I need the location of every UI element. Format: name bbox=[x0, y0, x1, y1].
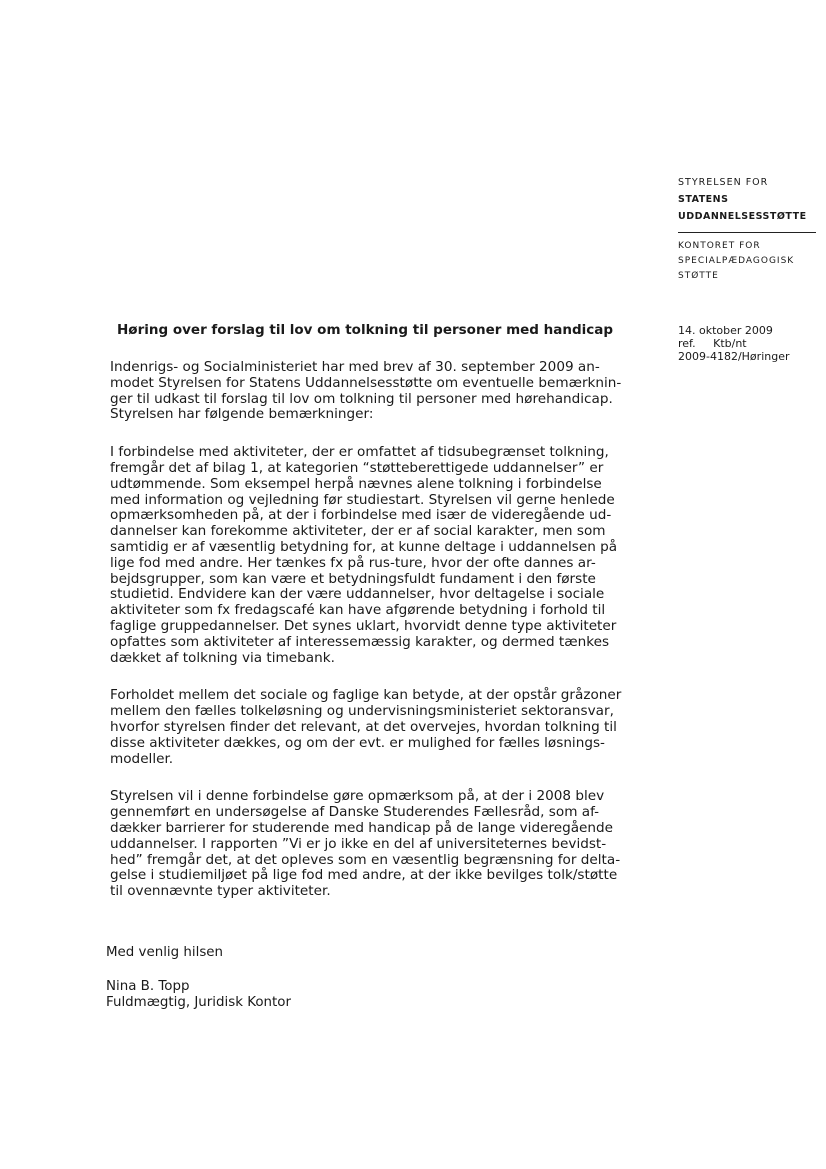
text-line: samtidig er af væsentlig betydning for, at kunne deltage i uddannelsen på bbox=[110, 538, 618, 555]
text-line: aktiviteter som fx fredagscafé kan have afgørende betydning i forhold til bbox=[110, 602, 606, 619]
text-line: uddannelser. I rapporten ”Vi er jo ikke en del af universiteternes bevidst- bbox=[110, 835, 607, 852]
paragraph bbox=[110, 445, 658, 666]
text-line: dækker barrierer for studerende med handicap på de lange videregående bbox=[110, 819, 614, 836]
text-line: I forbindelse med aktiviteter, der er omfattet af tidsubegrænset tolkning, bbox=[110, 444, 609, 461]
letter-body bbox=[110, 360, 658, 922]
case-number: 2009-4182/Høringer bbox=[678, 350, 790, 363]
letterhead-divider bbox=[678, 232, 816, 233]
letter-meta bbox=[678, 324, 818, 363]
text-line: Styrelsen har følgende bemærkninger: bbox=[110, 406, 374, 423]
department-line-1: KONTORET FOR bbox=[678, 241, 761, 251]
text-line: opmærksomheden på, at der i forbindelse med især de videregående ud- bbox=[110, 507, 612, 524]
text-line: udtømmende. Som eksempel herpå nævnes alene tolkning i forbindelse bbox=[110, 475, 602, 492]
paragraph bbox=[110, 789, 658, 900]
text-line: dannelser kan forekomme aktiviteter, der er af social karakter, men som bbox=[110, 523, 606, 540]
signer-position: Fuldmægtig, Juridisk Kontor bbox=[106, 995, 291, 1010]
paragraph bbox=[110, 360, 658, 423]
letterhead bbox=[678, 174, 818, 284]
letter-closing bbox=[106, 945, 291, 1011]
text-line: gennemført en undersøgelse af Danske Studerendes Fællesråd, som af- bbox=[110, 804, 600, 821]
paragraph bbox=[110, 688, 658, 767]
text-line: hvorfor styrelsen finder det relevant, at det overvejes, hvordan tolkning til bbox=[110, 718, 617, 735]
text-line: studietid. Endvidere kan der være uddannelser, hvor deltagelse i sociale bbox=[110, 586, 605, 603]
text-line: mellem den fælles tolkeløsning og undervisningsministeriet sektoransvar, bbox=[110, 703, 614, 720]
text-line: disse aktiviteter dækkes, og om der evt. er mulighed for fælles løsnings- bbox=[110, 734, 605, 751]
text-line: fremgår det af bilag 1, at kategorien “støtteberettigede uddannelser” er bbox=[110, 459, 604, 476]
text-line: Indenrigs- og Socialministeriet har med brev af 30. september 2009 an- bbox=[110, 359, 600, 375]
text-line: hed” fremgår det, at det opleves som en væsentlig begrænsning for delta- bbox=[110, 851, 621, 868]
text-line: til ovennævnte typer aktiviteter. bbox=[110, 883, 331, 900]
text-line: lige fod med andre. Her tænkes fx på rus-ture, hvor der ofte dannes ar- bbox=[110, 554, 596, 571]
text-line: opfattes som aktiviteter af interessemæssig karakter, og dermed tænkes bbox=[110, 633, 610, 650]
letterhead-line-2: STATENS bbox=[678, 194, 729, 205]
text-line: gelse i studiemiljøet på lige fod med andre, at der ikke bevilges tolk/støtte bbox=[110, 867, 618, 884]
text-line: Forholdet mellem det sociale og faglige kan betyde, at der opstår gråzoner bbox=[110, 687, 622, 704]
text-line: Styrelsen vil i denne forbindelse gøre opmærksom på, at der i 2008 blev bbox=[110, 788, 605, 805]
text-line: bejdsgrupper, som kan være et betydningsfuldt fundament i den første bbox=[110, 570, 596, 587]
text-line: ger til udkast til forslag til lov om tolkning til personer med hørehandicap. bbox=[110, 390, 613, 407]
letter-title: Høring over forslag til lov om tolkning til personer med handicap bbox=[117, 322, 614, 338]
text-line: faglige gruppedannelser. Det synes uklart, hvorvidt denne type aktiviteter bbox=[110, 617, 617, 634]
text-line: modet Styrelsen for Statens Uddannelsesstøtte om eventuelle bemærknin- bbox=[110, 374, 622, 391]
text-line: dækket af tolkning via timebank. bbox=[110, 649, 335, 666]
letterhead-line-3: UDDANNELSESSTØTTE bbox=[678, 211, 807, 222]
signer-name: Nina B. Topp bbox=[106, 979, 190, 994]
letter-date: 14. oktober 2009 bbox=[678, 324, 773, 337]
department-line-2: SPECIALPÆDAGOGISK bbox=[678, 256, 795, 266]
department-line-3: STØTTE bbox=[678, 271, 719, 281]
text-line: modeller. bbox=[110, 750, 174, 767]
letter-reference: ref. Ktb/nt bbox=[678, 337, 747, 350]
closing-greeting: Med venlig hilsen bbox=[106, 945, 224, 960]
letterhead-line-1: STYRELSEN FOR bbox=[678, 177, 769, 188]
text-line: med information og vejledning før studiestart. Styrelsen vil gerne henlede bbox=[110, 491, 615, 508]
